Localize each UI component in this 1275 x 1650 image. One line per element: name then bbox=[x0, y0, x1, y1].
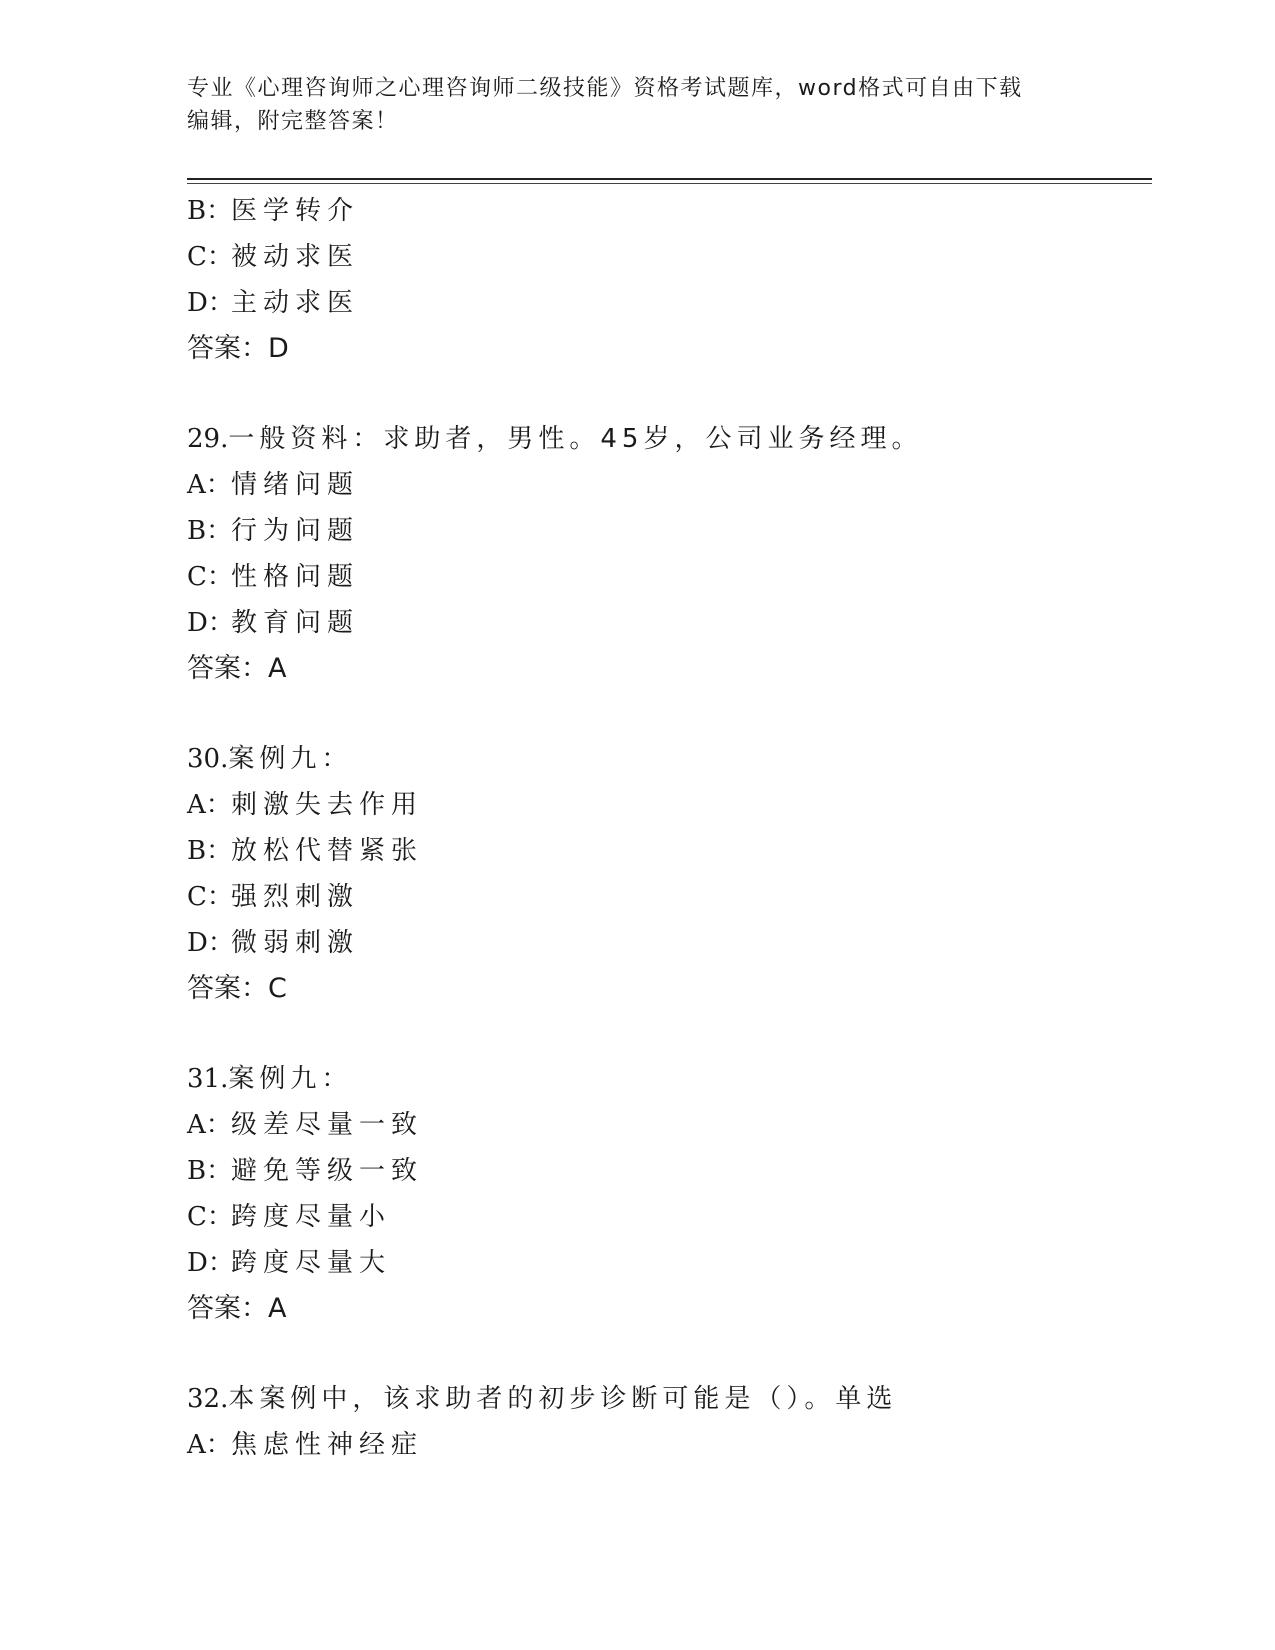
option-text: 刺激失去作用 bbox=[231, 790, 424, 820]
question-block-30 bbox=[187, 736, 1152, 1012]
option-text: 放松代替紧张 bbox=[231, 836, 424, 866]
option-row bbox=[187, 1194, 1152, 1240]
option-row bbox=[187, 828, 1152, 874]
option-text: 情绪问题 bbox=[231, 470, 360, 500]
option-row bbox=[187, 1240, 1152, 1286]
option-row bbox=[187, 188, 1152, 234]
answer-value: D bbox=[268, 333, 289, 364]
question-text: 本案例中，该求助者的初步诊断可能是（）。单选 bbox=[228, 1384, 898, 1414]
question-text: 案例九： bbox=[228, 744, 353, 774]
option-text: 避免等级一致 bbox=[231, 1156, 424, 1186]
answer-row bbox=[187, 646, 1152, 692]
question-list bbox=[187, 188, 1152, 1468]
option-letter: C： bbox=[187, 562, 233, 592]
option-text: 跨度尽量大 bbox=[231, 1248, 392, 1278]
option-row bbox=[187, 554, 1152, 600]
option-row bbox=[187, 280, 1152, 326]
header-line-1: 专业《心理咨询师之心理咨询师二级技能》资格考试题库，word格式可自由下载 bbox=[187, 76, 1023, 101]
option-row bbox=[187, 600, 1152, 646]
answer-label: 答案： bbox=[187, 1293, 268, 1324]
option-letter: C： bbox=[187, 242, 233, 272]
option-letter: D： bbox=[187, 1248, 234, 1278]
answer-value: A bbox=[268, 653, 287, 684]
option-text: 医学转介 bbox=[231, 196, 360, 226]
option-row bbox=[187, 234, 1152, 280]
question-number: 31. bbox=[187, 1064, 229, 1094]
question-stem bbox=[187, 736, 1152, 782]
question-block-29 bbox=[187, 416, 1152, 692]
option-letter: D： bbox=[187, 288, 234, 318]
option-row bbox=[187, 920, 1152, 966]
document-header bbox=[187, 72, 1087, 138]
option-letter: D： bbox=[187, 608, 234, 638]
question-text: 案例九： bbox=[228, 1064, 353, 1094]
answer-row bbox=[187, 1286, 1152, 1332]
option-text: 性格问题 bbox=[231, 562, 360, 592]
option-text: 教育问题 bbox=[231, 608, 360, 638]
option-text: 焦虑性神经症 bbox=[231, 1430, 424, 1460]
option-letter: C： bbox=[187, 882, 233, 912]
option-text: 主动求医 bbox=[231, 288, 360, 318]
question-stem bbox=[187, 416, 1152, 462]
option-letter: C： bbox=[187, 1202, 233, 1232]
answer-label: 答案： bbox=[187, 973, 268, 1004]
question-number: 30. bbox=[187, 744, 229, 774]
option-letter: B： bbox=[187, 1156, 233, 1186]
option-row bbox=[187, 1148, 1152, 1194]
answer-label: 答案： bbox=[187, 653, 268, 684]
option-text: 微弱刺激 bbox=[231, 928, 360, 958]
option-text: 被动求医 bbox=[231, 242, 360, 272]
option-row bbox=[187, 1102, 1152, 1148]
option-row bbox=[187, 1422, 1152, 1468]
option-row bbox=[187, 462, 1152, 508]
question-block-32 bbox=[187, 1376, 1152, 1468]
question-number: 32. bbox=[187, 1384, 229, 1414]
option-row bbox=[187, 508, 1152, 554]
answer-value: C bbox=[268, 973, 287, 1004]
option-text: 强烈刺激 bbox=[231, 882, 360, 912]
option-row bbox=[187, 874, 1152, 920]
option-text: 级差尽量一致 bbox=[231, 1110, 424, 1140]
option-letter: A： bbox=[187, 790, 232, 820]
header-line-2: 编辑，附完整答案！ bbox=[187, 109, 399, 134]
option-letter: A： bbox=[187, 470, 232, 500]
header-divider-thin bbox=[187, 183, 1152, 184]
question-number: 29. bbox=[187, 424, 229, 454]
option-text: 行为问题 bbox=[231, 516, 360, 546]
question-block-partial bbox=[187, 188, 1152, 372]
option-letter: A： bbox=[187, 1430, 232, 1460]
question-text: 一般资料：求助者，男性。45岁，公司业务经理。 bbox=[228, 424, 923, 454]
option-letter: A： bbox=[187, 1110, 232, 1140]
question-block-31 bbox=[187, 1056, 1152, 1332]
answer-row bbox=[187, 966, 1152, 1012]
option-letter: B： bbox=[187, 516, 233, 546]
option-text: 跨度尽量小 bbox=[231, 1202, 392, 1232]
header-divider-thick bbox=[187, 178, 1152, 180]
option-row bbox=[187, 782, 1152, 828]
option-letter: B： bbox=[187, 836, 233, 866]
option-letter: D： bbox=[187, 928, 234, 958]
answer-value: A bbox=[268, 1293, 287, 1324]
question-stem bbox=[187, 1056, 1152, 1102]
question-stem bbox=[187, 1376, 1152, 1422]
answer-label: 答案： bbox=[187, 333, 268, 364]
option-letter: B： bbox=[187, 196, 233, 226]
answer-row bbox=[187, 326, 1152, 372]
